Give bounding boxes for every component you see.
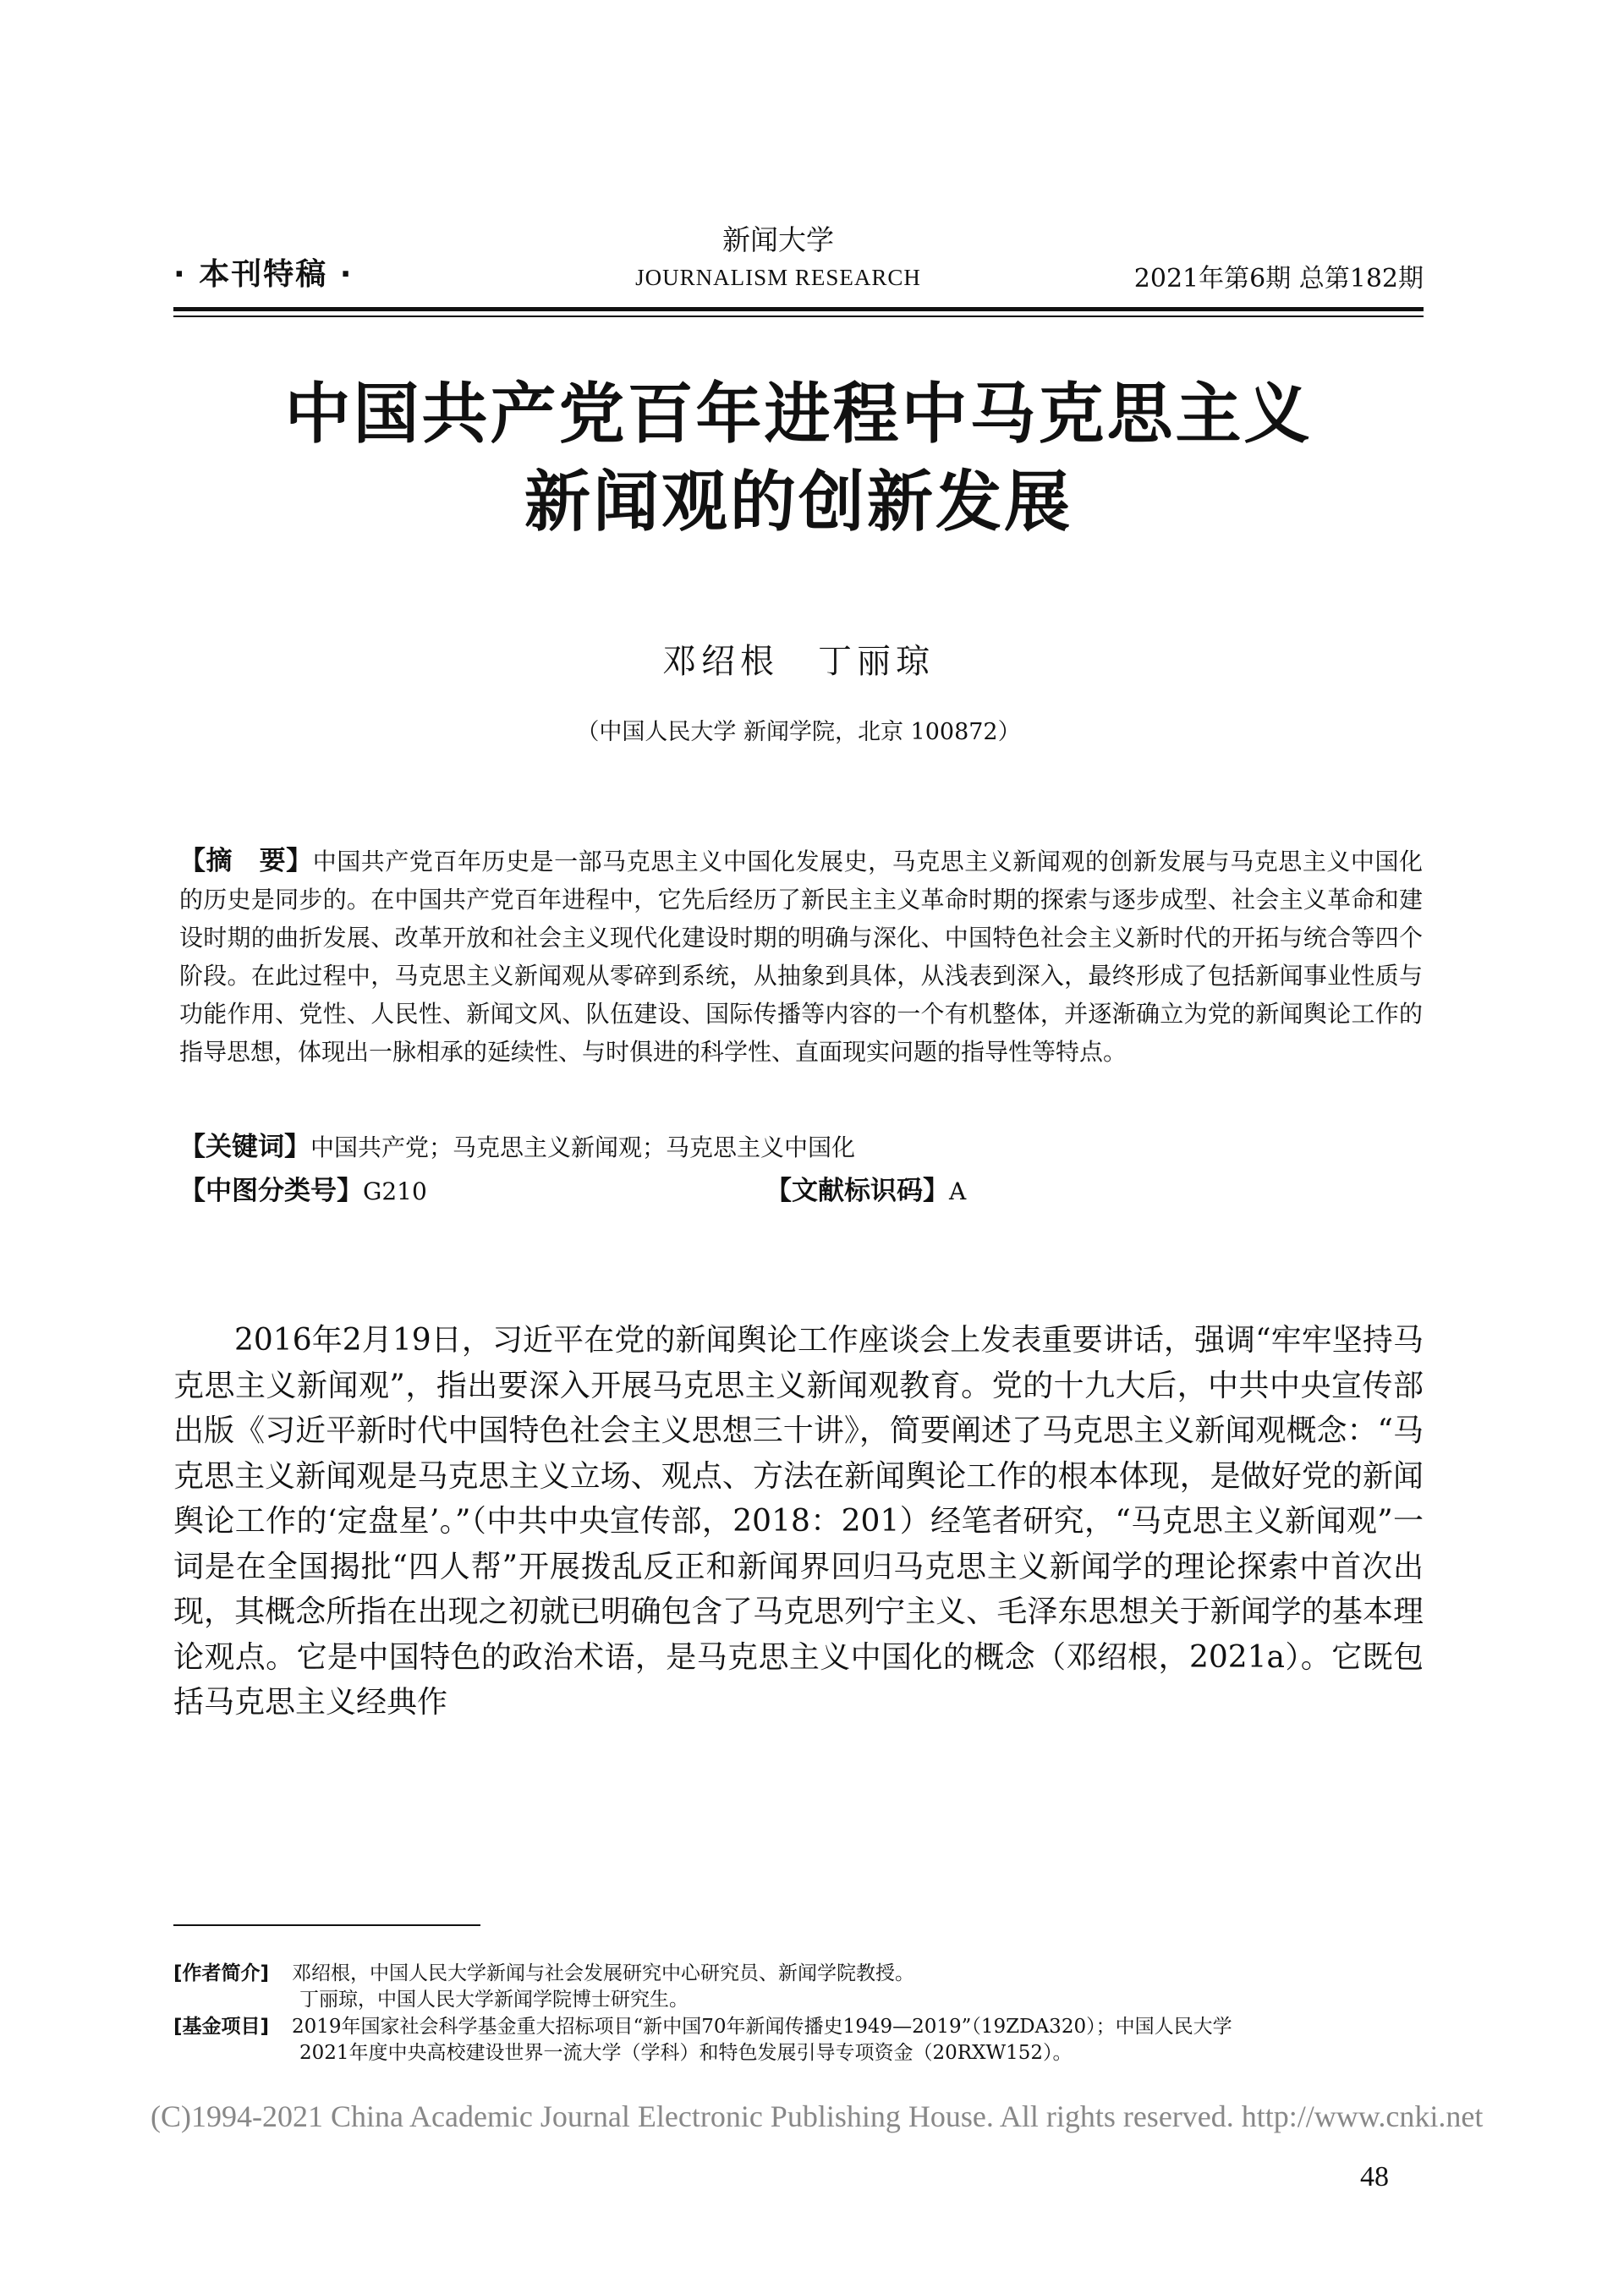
- article-title-line2: 新闻观的创新发展: [524, 464, 1073, 541]
- issue-info: 2021年第6期 总第182期: [1133, 264, 1424, 294]
- footnote-fund-line1: 2019年国家社会科学基金重大招标项目“新中国70年新闻传播史1949—2019”（19ZDA320）；中国人民大学: [292, 2016, 1232, 2038]
- footnote-fund: [173, 2014, 1424, 2040]
- footnote-author-line2: 丁丽琼，中国人民大学新闻学院博士研究生。: [299, 1989, 689, 2011]
- keywords-label: 【关键词】: [179, 1132, 310, 1162]
- abstract: [179, 842, 1423, 1071]
- copyright-watermark: (C)1994-2021 China Academic Journal Electronic Publishing House. All rights reserved. http://www.cnki.net: [151, 2099, 1484, 2133]
- abstract-text: 中国共产党百年历史是一部马克思主义中国化发展史，马克思主义新闻观的创新发展与马克思主义中国化的历史是同步的。在中国共产党百年进程中，它先后经历了新民主主义革命时期的探索与逐步成型、社会主义革命和建设时期的曲折发展、改革开放和社会主义现代化建设时期的明确与深化、中国特色社会主义新时代的开拓与统合等四个阶段。在此过程中，马克思主义新闻观从零碎到系统，从抽象到具体，从浅表到深入，最终形成了包括新闻事业性质与功能作用、党性、人民性、新闻文风、队伍建设、国际传播等内容的一个有机整体，并逐渐确立为党的新闻舆论工作的指导思想，体现出一脉相承的延续性、与时俱进的科学性、直面现实问题的指导性等特点。: [179, 848, 1423, 1066]
- affiliation: （中国人民大学 新闻学院，北京 100872）: [576, 719, 1021, 745]
- footnote-fund-label: [基金项目]: [173, 2016, 270, 2038]
- keywords-text: 中国共产党；马克思主义新闻观；马克思主义中国化: [310, 1133, 856, 1161]
- footnote-rule: [173, 1924, 480, 1926]
- document-code-value: A: [949, 1177, 967, 1205]
- journal-title-en: JOURNALISM RESEARCH: [635, 265, 921, 290]
- footnote-author-label: [作者简介]: [173, 1962, 270, 1984]
- authors: 邓绍根 丁丽琼: [662, 642, 935, 681]
- keywords: [179, 1125, 855, 1163]
- document-code-label: 【文献标识码】: [765, 1176, 949, 1206]
- body-text: [173, 1318, 1424, 1726]
- article-title-line1: 中国共产党百年进程中马克思主义: [284, 376, 1313, 453]
- article-title: [173, 370, 1424, 546]
- column-label: · 本刊特稿 ·: [173, 257, 354, 292]
- journal-title-cn: 新闻大学: [722, 223, 834, 256]
- body-paragraph: 2016年2月19日，习近平在党的新闻舆论工作座谈会上发表重要讲话，强调“牢牢坚持马克思主义新闻观”，指出要深入开展马克思主义新闻观教育。党的十九大后，中共中央宣传部出版《习近平新时代中国特色社会主义思想三十讲》，简要阐述了马克思主义新闻观概念：“马克思主义新闻观是马克思主义立场、观点、方法在新闻舆论工作的根本体现，是做好党的新闻舆论工作的‘定盘星’。”（中共中央宣传部，2018：201）经笔者研究，“马克思主义新闻观”一词是在全国揭批“四人帮”开展拨乱反正和新闻界回归马克思主义新闻学的理论探索中首次出现，其概念所指在出现之初就已明确包含了马克思列宁主义、毛泽东思想关于新闻学的基本理论观点。它是中国特色的政治术语，是马克思主义中国化的概念（邓绍根，2021a）。它既包括马克思主义经典作: [173, 1323, 1424, 1720]
- clc-label: 【中图分类号】: [179, 1176, 363, 1206]
- footnote-author: [173, 1961, 1424, 1987]
- document-code: [765, 1169, 966, 1207]
- page-number: 48: [1360, 2161, 1389, 2192]
- header-rule-thick: [173, 307, 1424, 311]
- header-rule-thin: [173, 316, 1424, 317]
- abstract-label: 【摘 要】: [179, 846, 313, 876]
- journal-title: [626, 218, 930, 291]
- footnote-fund-line2: 2021年度中央高校建设世界一流大学（学科）和特色发展引导专项资金（20RXW152）。: [299, 2042, 1073, 2064]
- footnote-author-line1: 邓绍根，中国人民大学新闻与社会发展研究中心研究员、新闻学院教授。: [292, 1962, 914, 1984]
- clc-number: [179, 1169, 427, 1207]
- clc-value: G210: [363, 1177, 427, 1205]
